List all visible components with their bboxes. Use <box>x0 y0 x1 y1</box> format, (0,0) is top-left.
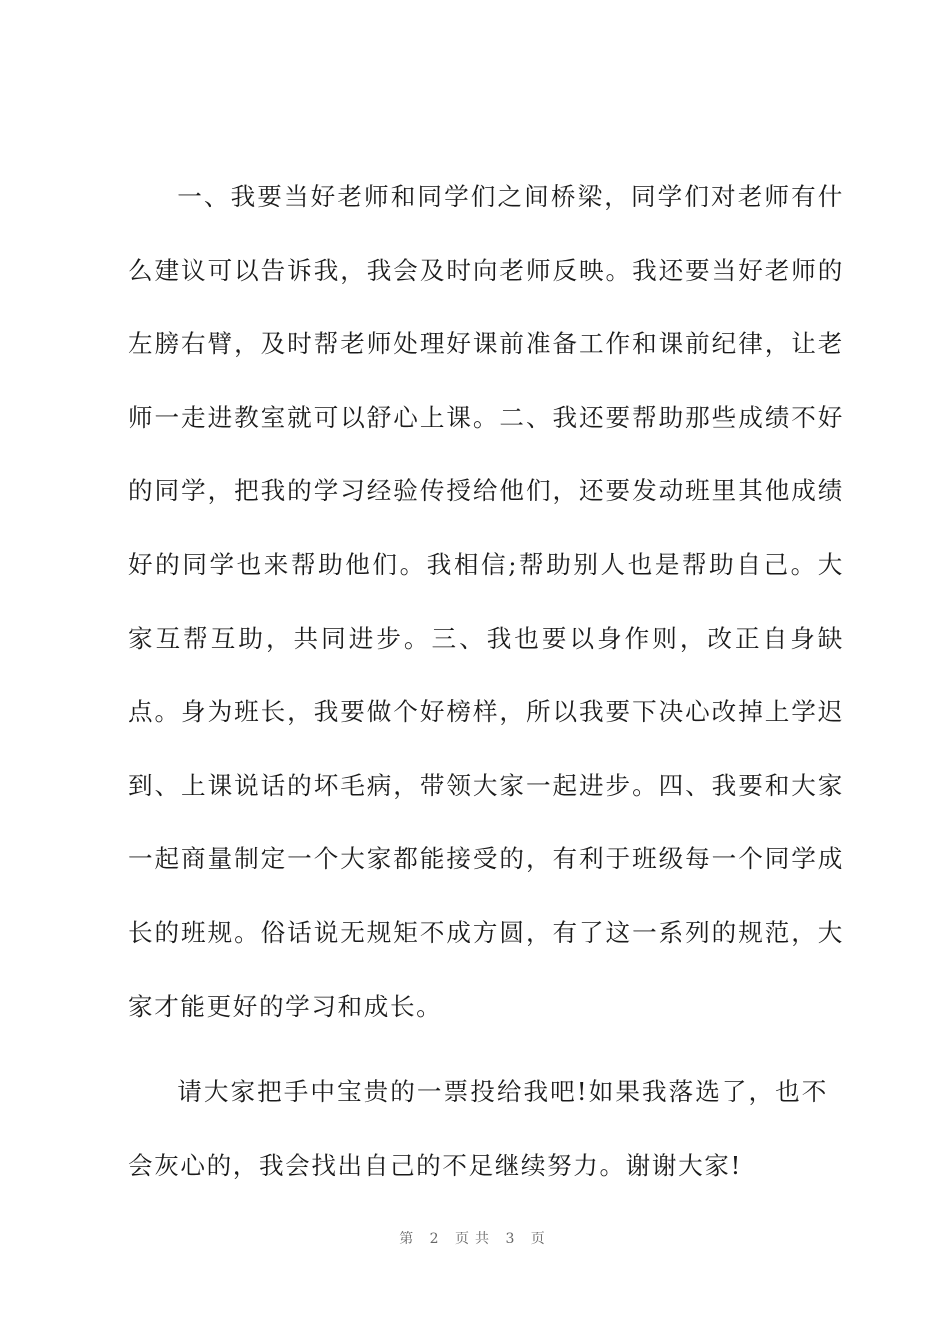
body-paragraph-1: 一、我要当好老师和同学们之间桥梁，同学们对老师有什么建议可以告诉我，我会及时向老师反映。我还要当好老师的左膀右臂，及时帮老师处理好课前准备工作和课前纪律，让老师一走进教室就可以舒心上课。二、我还要帮助那些成绩不好的同学，把我的学习经验传授给他们，还要发动班里其他成绩好的同学也来帮助他们。我相信;帮助别人也是帮助自己。大家互帮互助，共同进步。三、我也要以身作则，改正自身缺点。身为班长，我要做个好榜样，所以我要下决心改掉上学迟到、上课说话的坏毛病，带领大家一起进步。四、我要和大家一起商量制定一个大家都能接受的，有利于班级每一个同学成长的班规。俗话说无规矩不成方圆，有了这一系列的规范，大家才能更好的学习和成长。 <box>128 182 844 1021</box>
page-number-footer: 第 2 页共 3 页 <box>399 1231 551 1247</box>
body-paragraph-2: 请大家把手中宝贵的一票投给我吧!如果我落选了，也不会灰心的，我会找出自己的不足继续努力。谢谢大家! <box>128 1077 828 1180</box>
